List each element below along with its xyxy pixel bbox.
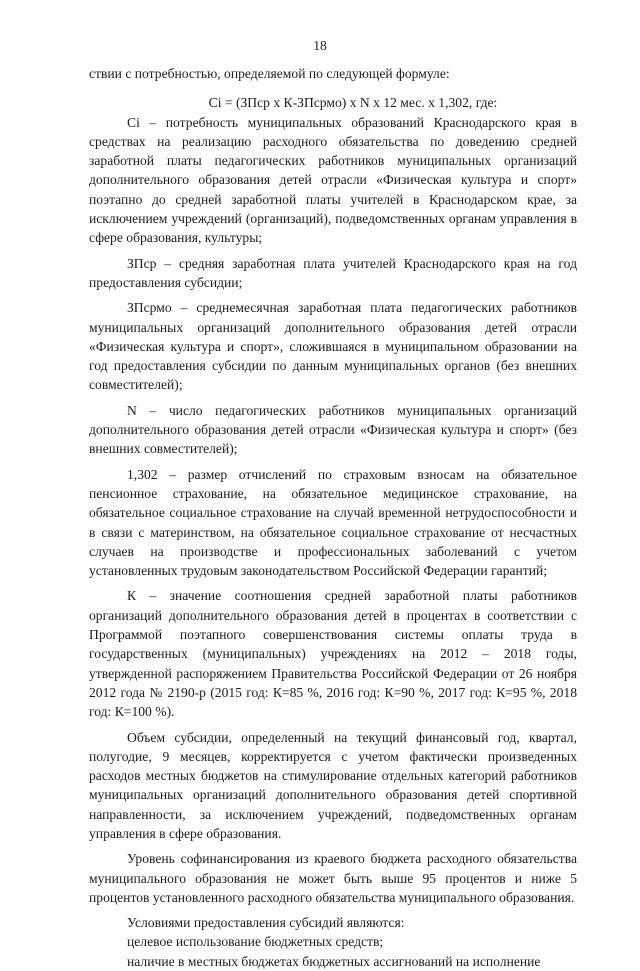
- formula: Ci = (ЗПср х К-ЗПсрмо) х N х 12 мес. х 1,302, где:: [208, 95, 498, 111]
- paragraph-n-definition: N – число педагогических работников муниципальных организаций дополнительного образования детей отрасли «Физическая культура и спорт» (без внешних совместителей);: [89, 402, 577, 457]
- paragraph-conditions-heading: Условиями предоставления субсидий являются:: [127, 915, 405, 931]
- paragraph-zpsrmo-definition: ЗПсрмо – среднемесячная заработная плата педагогических работников муниципальных организаций дополнительного образования детей отрасли «Физическая культура и спорт», сложившаяся в муниципальном образовании на год предоставления субсидии по данным муниципальных органов (без внешних совместителей);: [89, 300, 577, 393]
- paragraph-ci-definition: Ci – потребность муниципальных образований Краснодарского края в средствах на реализацию расходного обязательства по доведению средней заработной платы педагогических работников муниципальных организаций дополнительного образования детей отрасли «Физическая культура и спорт» поэтапно до средней заработной платы учителей в Краснодарском крае, за исключением учреждений (организаций), подведомственных органам управления в сфере образования, культуры;: [89, 114, 577, 246]
- list-item: наличие в местных бюджетах бюджетных ассигнований на исполнение: [127, 953, 541, 969]
- paragraph-cofinancing-level: Уровень софинансирования из краевого бюджета расходного обязательства муниципального образования не может быть выше 95 процентов и ниже 5 процентов установленного расходного обязательства муниципального образования.: [89, 851, 577, 905]
- paragraph-k-definition: К – значение соотношения средней заработной платы работников организаций дополнительного образования детей в процентах в соответствии с Программой поэтапного совершенствования системы оплаты труда в государственных (муниципальных) учреждениях на 2012 – 2018 годы, утвержденной распоряжением Правительства Российской Федерации от 26 ноября 2012 года № 2190-р (2015 год: К=85 %, 2016 год: К=90 %, 2017 год: К=95 %, 2018 год: К=100 %).: [89, 588, 577, 720]
- paragraph-subsidy-volume: Объем субсидии, определенный на текущий финансовый год, квартал, полугодие, 9 месяцев, корректируется с учетом фактически произведенных расходов местных бюджетов на стимулирование отдельных категорий работников муниципальных организаций дополнительного образования детей спортивной направленности, за исключением учреждений, подведомственных органам управления в сфере образования.: [89, 729, 577, 841]
- lead-line: ствии с потребностью, определяемой по следующей формуле:: [89, 66, 450, 81]
- page-number: 18: [313, 38, 327, 53]
- paragraph-zpsr-definition: ЗПср – средняя заработная плата учителей Краснодарского края на год предоставления субсидии;: [89, 255, 577, 290]
- list-item: целевое использование бюджетных средств;: [127, 934, 384, 950]
- document-body: [89, 64, 577, 971]
- paragraph-1302-definition: 1,302 – размер отчислений по страховым взносам на обязательное пенсионное страхование, на обязательное медицинское страхование, на обязательное социальное страхование на случай временной нетрудоспособности и в связи с материнством, на обязательное социальное страхование от несчастных случаев на производстве и профессиональных заболеваний с учетом установленных трудовым законодательством Российской Федерации гарантий;: [89, 466, 577, 579]
